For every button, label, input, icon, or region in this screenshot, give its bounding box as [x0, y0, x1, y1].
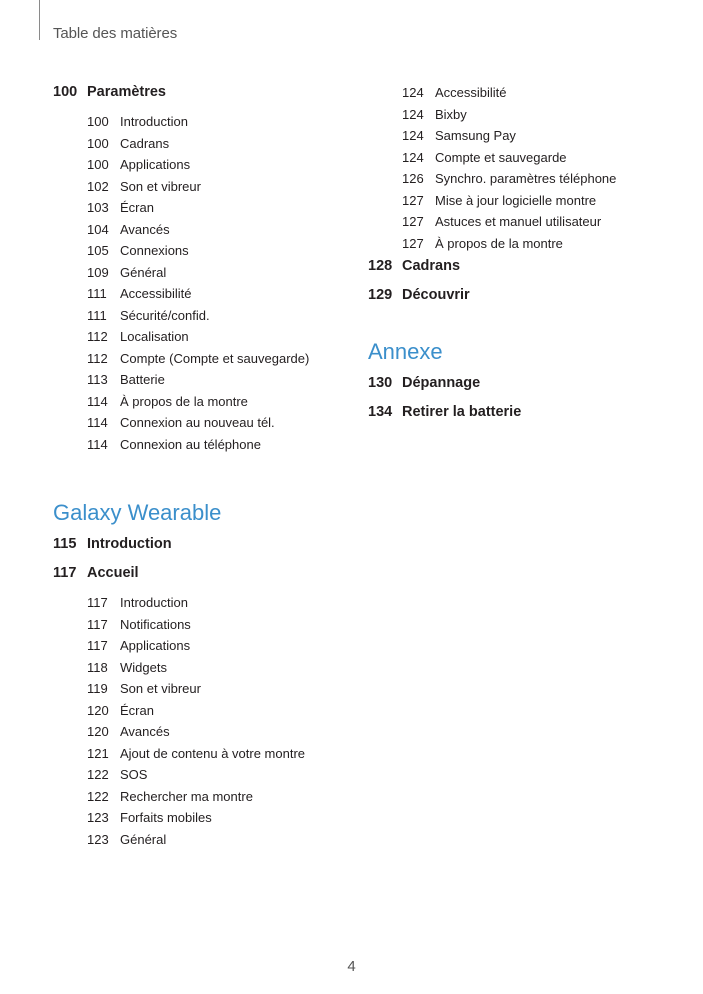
toc-entry[interactable]	[53, 326, 353, 348]
toc-entry-title: Applications	[120, 157, 191, 172]
toc-chapter-title: Introduction	[87, 536, 172, 552]
toc-entry-list	[368, 82, 668, 254]
toc-entry-title: Ajout de contenu à votre montre	[120, 745, 306, 761]
toc-page-number: 119	[87, 681, 108, 696]
toc-entry[interactable]	[368, 211, 668, 233]
toc-page-number: 124	[402, 149, 424, 165]
toc-entry-title: Mise à jour logicielle montre	[435, 192, 597, 208]
toc-entry-title: Applications	[120, 638, 191, 653]
toc-entry[interactable]	[53, 283, 353, 305]
toc-entry-title: Avancés	[120, 724, 170, 739]
toc-page-number: 121	[87, 745, 109, 761]
toc-entry[interactable]	[53, 262, 353, 284]
toc-entry[interactable]	[53, 391, 353, 413]
section-title: Galaxy Wearable	[53, 500, 222, 525]
toc-entry-title: Compte (Compte et sauvegarde)	[120, 350, 310, 366]
spacer	[368, 366, 668, 373]
toc-entry-title: Notifications	[120, 616, 191, 632]
toc-chapter[interactable]	[368, 402, 668, 431]
toc-chapter-title: Dépannage	[402, 375, 481, 391]
toc-page-number: 123	[87, 831, 109, 847]
toc-entry[interactable]	[53, 348, 353, 370]
toc-entry-list	[53, 592, 353, 850]
toc-page-number: 105	[87, 243, 109, 258]
toc-entry-title: SOS	[120, 767, 148, 782]
toc-page-number: 124	[402, 106, 424, 122]
toc-page-number: 103	[87, 200, 109, 215]
toc-entry-title: Accessibilité	[120, 286, 192, 301]
toc-entry[interactable]	[368, 82, 668, 104]
toc-entry-title: Synchro. paramètres téléphone	[435, 171, 617, 186]
toc-entry-title: Accessibilité	[435, 85, 507, 100]
toc-entry[interactable]	[53, 614, 353, 636]
toc-entry-title: À propos de la montre	[120, 393, 248, 409]
toc-page-number: 122	[87, 767, 109, 782]
toc-page-number: 102	[87, 178, 109, 194]
toc-entry[interactable]	[53, 412, 353, 434]
toc-entry[interactable]	[53, 635, 353, 657]
toc-chapter-title: Cadrans	[402, 258, 461, 274]
toc-page-number: 100	[53, 84, 78, 100]
toc-entry-title: Cadrans	[120, 135, 170, 151]
toc-page-number: 126	[402, 171, 424, 186]
toc-entry[interactable]	[53, 807, 353, 829]
toc-page-number: 117	[87, 616, 108, 632]
toc-entry[interactable]	[53, 197, 353, 219]
toc-page-number: 100	[87, 157, 109, 172]
toc-page-number: 100	[87, 135, 109, 151]
toc-page-number: 112	[87, 329, 108, 344]
toc-entry-title: Connexions	[120, 243, 189, 258]
toc-entry-title: À propos de la montre	[435, 235, 563, 251]
toc-entry[interactable]	[53, 434, 353, 456]
toc-entry[interactable]	[53, 133, 353, 155]
spacer	[53, 455, 353, 499]
section-title: Annexe	[368, 339, 443, 364]
toc-chapter-title: Découvrir	[402, 287, 470, 303]
toc-entry[interactable]	[53, 743, 353, 765]
toc-page-number: 134	[368, 404, 393, 420]
toc-page-number: 113	[87, 372, 108, 387]
toc-entry-title: Écran	[120, 200, 154, 215]
toc-entry-title: Compte et sauvegarde	[435, 149, 567, 165]
toc-entry-list	[53, 111, 353, 455]
toc-page-number: 130	[368, 375, 393, 391]
toc-entry[interactable]	[53, 240, 353, 262]
toc-page-number: 127	[402, 214, 424, 229]
toc-entry-title: Astuces et manuel utilisateur	[435, 214, 602, 229]
toc-page-number: 111	[87, 307, 107, 323]
toc-chapter[interactable]	[53, 563, 353, 592]
toc-entry[interactable]	[368, 104, 668, 126]
toc-entry-title: Batterie	[120, 372, 165, 387]
toc-left-column	[53, 82, 353, 850]
toc-page-number: 123	[87, 810, 109, 825]
toc-entry-title: Général	[120, 264, 167, 280]
toc-entry-title: Général	[120, 831, 167, 847]
toc-page-number: 127	[402, 192, 424, 208]
toc-entry[interactable]	[53, 111, 353, 133]
toc-entry[interactable]	[53, 764, 353, 786]
toc-chapter[interactable]	[368, 285, 668, 314]
toc-page-number: 117	[87, 638, 108, 653]
toc-entry[interactable]	[53, 305, 353, 327]
toc-chapter[interactable]	[53, 534, 353, 563]
toc-chapter-title: Paramètres	[87, 84, 166, 100]
toc-page-number: 120	[87, 702, 109, 718]
toc-entry-title: Bixby	[435, 106, 467, 122]
toc-entry[interactable]	[53, 592, 353, 614]
toc-entry-title: Avancés	[120, 221, 170, 237]
toc-entry-title: Introduction	[120, 595, 188, 610]
toc-entry[interactable]	[53, 786, 353, 808]
toc-entry-title: Sécurité/confid.	[120, 307, 210, 323]
toc-page-number: 114	[87, 393, 108, 409]
toc-entry-title: Widgets	[120, 659, 167, 675]
toc-entry-title: Rechercher ma montre	[120, 788, 253, 804]
toc-page-number: 114	[87, 436, 108, 452]
toc-entry[interactable]	[53, 721, 353, 743]
toc-entry[interactable]	[53, 369, 353, 391]
toc-entry-title: Connexion au téléphone	[120, 436, 261, 452]
toc-chapter[interactable]	[368, 256, 668, 285]
toc-page-number: 128	[368, 258, 393, 274]
toc-page-number: 112	[87, 350, 108, 366]
toc-entry[interactable]	[53, 176, 353, 198]
toc-entry-title: Écran	[120, 702, 154, 718]
toc-entry[interactable]	[368, 125, 668, 147]
toc-entry[interactable]	[368, 147, 668, 169]
toc-page-number: 118	[87, 659, 108, 675]
spacer	[53, 527, 353, 534]
toc-page-number: 104	[87, 221, 109, 237]
toc-page-number: 127	[402, 235, 424, 251]
toc-entry-title: Son et vibreur	[120, 681, 201, 696]
toc-entry[interactable]	[53, 678, 353, 700]
toc-entry[interactable]	[53, 829, 353, 851]
toc-entry[interactable]	[53, 700, 353, 722]
header-rule	[39, 0, 40, 40]
toc-page-number: 124	[402, 128, 424, 143]
toc-chapter-title: Retirer la batterie	[402, 404, 522, 420]
toc-entry[interactable]	[53, 657, 353, 679]
spacer	[368, 314, 668, 338]
toc-page-number: 124	[402, 85, 424, 100]
page-number: 4	[347, 958, 356, 975]
toc-page-number: 117	[53, 565, 77, 581]
toc-entry-title: Son et vibreur	[120, 178, 201, 194]
toc-chapter[interactable]	[53, 82, 353, 111]
toc-entry-title: Introduction	[120, 114, 188, 129]
toc-page-number: 109	[87, 264, 109, 280]
toc-entry-title: Samsung Pay	[435, 128, 516, 143]
toc-entry[interactable]	[368, 190, 668, 212]
toc-page-number: 115	[53, 536, 77, 552]
toc-right-column	[368, 82, 668, 431]
toc-entry[interactable]	[368, 168, 668, 190]
toc-entry-title: Localisation	[120, 329, 189, 344]
toc-page-number: 100	[87, 114, 109, 129]
toc-page-number: 111	[87, 286, 107, 301]
toc-entry[interactable]	[53, 219, 353, 241]
toc-entry-title: Connexion au nouveau tél.	[120, 415, 275, 430]
toc-entry-title: Forfaits mobiles	[120, 810, 212, 825]
toc-page-number: 122	[87, 788, 109, 804]
toc-page-number: 114	[87, 415, 108, 430]
page-header-title: Table des matières	[53, 25, 178, 42]
toc-chapter-title: Accueil	[87, 565, 139, 581]
toc-page-number: 117	[87, 595, 108, 610]
toc-page-number: 129	[368, 287, 393, 303]
toc-entry[interactable]	[368, 233, 668, 255]
toc-entry[interactable]	[53, 154, 353, 176]
toc-chapter[interactable]	[368, 373, 668, 402]
toc-page-number: 120	[87, 724, 109, 739]
